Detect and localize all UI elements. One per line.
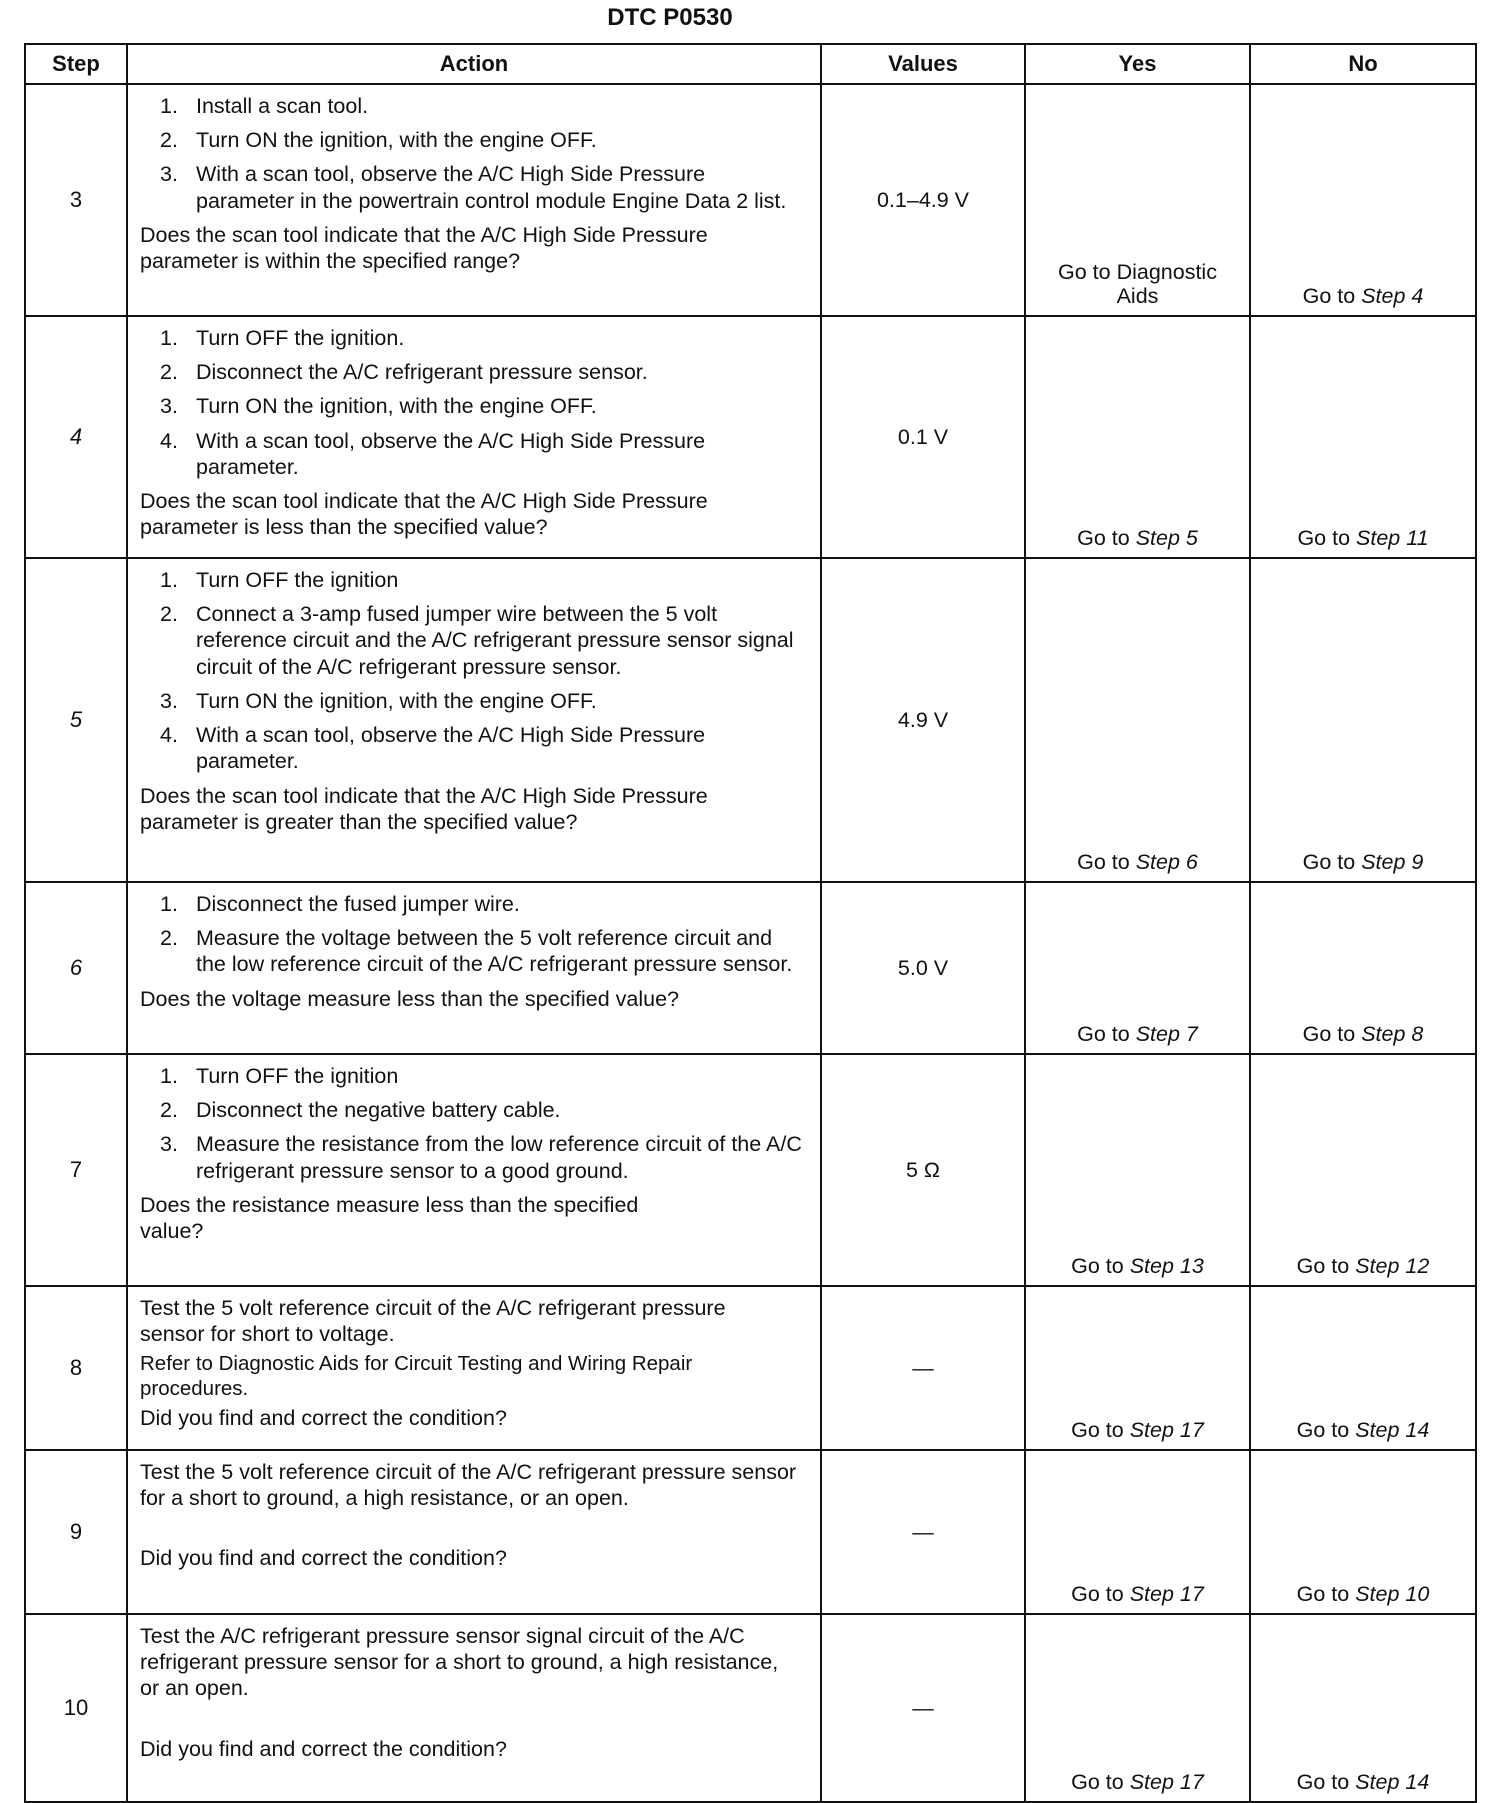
yes-prefix: Go to [1077,1022,1130,1047]
table-row [25,316,1476,558]
header-step: Step [25,44,127,84]
yes-cell [1025,84,1250,316]
action-paragraph: Test the A/C refrigerant pressure sensor signal circuit of the A/C refrigerant pressure sensor for a short to ground, a high resistance, or an open. [140,1624,779,1701]
item-text: Install a scan tool. [196,94,369,118]
no-step-ref: Step 14 [1355,1418,1430,1443]
yes-step-ref: Step 13 [1129,1254,1204,1279]
header-no: No [1250,44,1476,84]
item-text: Disconnect the A/C refrigerant pressure sensor. [196,360,648,385]
table-row [25,882,1476,1054]
item-number: 1. [160,94,178,118]
value-cell: — [821,1614,1025,1802]
action-cell [127,1614,821,1802]
no-prefix: Go to [1296,1418,1350,1443]
item-text: Turn ON the ignition, with the engine OFF. [196,688,597,713]
no-prefix: Go to [1296,1582,1350,1607]
no-step-ref: Step 12 [1355,1254,1430,1279]
action-cell [127,84,821,316]
yes-cell [1025,316,1250,558]
action-question: Does the voltage measure less than the specified value? [140,986,680,1011]
list-item [160,925,806,977]
list-item [160,1063,806,1089]
step-number: 5 [25,558,127,882]
item-number: 3. [160,1132,178,1157]
item-number: 3. [160,688,178,713]
action-note: Refer to Diagnostic Aids for Circuit Testing and Wiring Repair procedures. [140,1352,693,1401]
no-cell [1250,882,1476,1054]
item-text: Turn ON the ignition, with the engine OFF. [196,128,597,153]
list-item [160,891,806,917]
spacer [140,1706,806,1732]
yes-step-ref: Step 17 [1129,1770,1204,1795]
no-prefix: Go to [1297,526,1351,551]
no-step-ref: Step 11 [1356,526,1429,551]
page-title: DTC P0530 [607,4,733,31]
no-step-ref: Step 4 [1361,284,1424,309]
step-number: 8 [25,1286,127,1450]
item-number: 2. [160,128,178,153]
spacer [140,1515,806,1541]
action-question: Did you find and correct the condition? [140,1736,507,1761]
step-number: 9 [25,1450,127,1614]
table-row [25,1054,1476,1286]
value-cell: 0.1 V [821,316,1025,558]
no-prefix: Go to [1302,1022,1356,1047]
no-step-ref: Step 10 [1355,1582,1430,1607]
no-cell [1250,1286,1476,1450]
action-cell [127,1450,821,1614]
item-number: 2. [160,602,178,627]
no-step-ref: Step 8 [1361,1022,1424,1047]
action-cell [127,1286,821,1450]
list-item [160,93,806,119]
no-prefix: Go to [1296,1770,1350,1795]
yes-prefix: Go to [1071,1770,1124,1795]
spacer [140,1762,806,1788]
item-number: 3. [160,394,178,419]
no-step-ref: Step 9 [1361,850,1424,875]
item-number: 4. [160,428,178,453]
no-cell [1250,1054,1476,1286]
yes-target: Go to Diagnostic Aids [1058,259,1217,309]
yes-step-ref: Step 5 [1135,526,1198,551]
no-cell [1250,558,1476,882]
action-paragraph: Test the 5 volt reference circuit of the A/C refrigerant pressure sensor for short to voltage. [140,1296,726,1347]
list-item [160,127,806,153]
item-text: Connect a 3-amp fused jumper wire between the 5 volt reference circuit and the A/C refrigerant pressure sensor signal circuit of the A/C refrigerant pressure sensor. [196,602,794,679]
list-item [160,359,806,385]
action-paragraph: Test the 5 volt reference circuit of the A/C refrigerant pressure sensor for a short to ground, a high resistance, or an open. [140,1460,797,1511]
table-row [25,558,1476,882]
item-text: Turn OFF the ignition. [196,326,405,350]
yes-step-ref: Step 17 [1129,1418,1204,1443]
value-cell: 5.0 V [821,882,1025,1054]
no-cell [1250,1450,1476,1614]
value-cell: 0.1–4.9 V [821,84,1025,316]
list-item [160,601,806,680]
item-number: 2. [160,360,178,385]
item-number: 1. [160,1064,178,1088]
table-row [25,1614,1476,1802]
action-cell [127,882,821,1054]
yes-prefix: Go to [1071,1254,1124,1279]
item-number: 2. [160,1098,178,1123]
header-action: Action [127,44,821,84]
yes-cell [1025,1054,1250,1286]
header-yes: Yes [1025,44,1250,84]
no-prefix: Go to [1302,284,1356,309]
yes-step-ref: Step 6 [1135,850,1198,875]
item-number: 2. [160,926,178,951]
yes-prefix: Go to [1077,850,1130,875]
list-item [160,428,806,480]
item-number: 4. [160,723,178,748]
table-row [25,1286,1476,1450]
yes-step-ref: Step 17 [1129,1582,1204,1607]
action-cell [127,316,821,558]
item-number: 1. [160,568,178,592]
action-question: Does the scan tool indicate that the A/C High Side Pressure parameter is within the specified range? [140,222,708,274]
list-item [160,393,806,419]
list-item [160,1131,806,1183]
step-number: 6 [25,882,127,1054]
step-number: 7 [25,1054,127,1286]
list-item [160,722,806,774]
diagnostic-table [24,43,1477,1803]
item-text: Measure the resistance from the low reference circuit of the A/C refrigerant pressure sensor to a good ground. [196,1132,802,1183]
list-item [160,1097,806,1123]
action-question: Does the scan tool indicate that the A/C High Side Pressure parameter is less than the specified value? [140,489,708,540]
no-cell [1250,316,1476,558]
item-text: With a scan tool, observe the A/C High Side Pressure parameter. [196,428,706,479]
yes-cell [1025,1450,1250,1614]
no-step-ref: Step 14 [1355,1770,1430,1795]
value-cell: — [821,1286,1025,1450]
item-number: 1. [160,326,178,350]
step-number: 10 [25,1614,127,1802]
item-text: With a scan tool, observe the A/C High Side Pressure parameter in the powertrain control module Engine Data 2 list. [196,162,787,213]
yes-cell [1025,558,1250,882]
action-question: Did you find and correct the condition? [140,1546,507,1571]
action-cell [127,1054,821,1286]
table-row [25,1450,1476,1614]
value-cell: 4.9 V [821,558,1025,882]
yes-prefix: Go to [1077,526,1130,551]
step-number: 4 [25,316,127,558]
item-text: Disconnect the fused jumper wire. [196,892,520,916]
action-question: Did you find and correct the condition? [140,1406,507,1431]
step-number: 3 [25,84,127,316]
yes-cell [1025,882,1250,1054]
item-number: 1. [160,892,178,916]
yes-prefix: Go to [1071,1418,1124,1443]
item-text: Turn ON the ignition, with the engine OFF. [196,394,597,419]
yes-cell [1025,1614,1250,1802]
item-text: With a scan tool, observe the A/C High Side Pressure parameter. [196,723,706,774]
item-text: Turn OFF the ignition [196,568,399,592]
no-cell [1250,1614,1476,1802]
item-number: 3. [160,162,178,187]
no-cell [1250,84,1476,316]
list-item [160,325,806,351]
no-prefix: Go to [1302,850,1356,875]
yes-cell [1025,1286,1250,1450]
item-text: Measure the voltage between the 5 volt reference circuit and the low reference circuit of the A/C refrigerant pressure sensor. [196,926,793,977]
no-prefix: Go to [1296,1254,1350,1279]
action-cell [127,558,821,882]
value-cell: — [821,1450,1025,1614]
table-row [25,84,1476,316]
header-values: Values [821,44,1025,84]
item-text: Disconnect the negative battery cable. [196,1098,561,1123]
action-question: Does the resistance measure less than the specified value? [140,1192,639,1244]
list-item [160,161,806,213]
action-question: Does the scan tool indicate that the A/C High Side Pressure parameter is greater than the specified value? [140,783,708,834]
yes-prefix: Go to [1071,1582,1124,1607]
list-item [160,567,806,593]
item-text: Turn OFF the ignition [196,1064,399,1088]
list-item [160,688,806,714]
header-row [25,44,1476,84]
value-cell: 5 Ω [821,1054,1025,1286]
yes-step-ref: Step 7 [1135,1022,1198,1047]
